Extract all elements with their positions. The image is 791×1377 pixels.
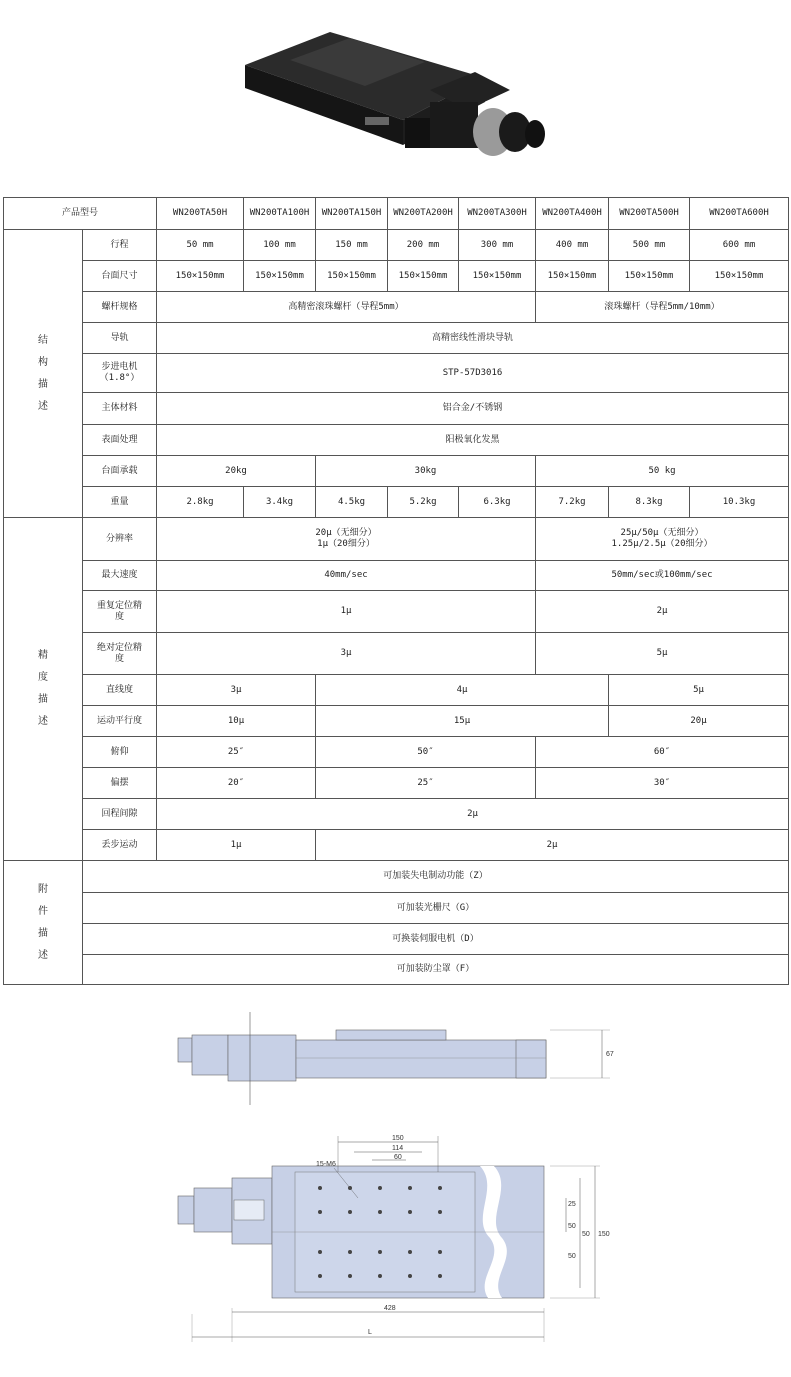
top-view-drawing xyxy=(170,1128,620,1358)
cell: 铝合金/不锈钢 xyxy=(157,393,789,425)
row-label: 回程间隙 xyxy=(83,799,157,830)
cell: 50″ xyxy=(316,737,536,768)
side-view-drawing xyxy=(170,1010,620,1110)
model-cell: WN200TA300H xyxy=(459,198,536,230)
model-cell: WN200TA600H xyxy=(690,198,789,230)
cell: 150×150mm xyxy=(244,261,316,292)
table-row xyxy=(4,198,789,230)
group-precision: 精 度 描 述 xyxy=(4,518,83,861)
cell: 40mm/sec xyxy=(157,561,536,591)
cell: 3μ xyxy=(157,675,316,706)
cell: STP-57D3016 xyxy=(157,354,789,393)
dim-150-side: 150 xyxy=(598,1231,610,1238)
row-label: 绝对定位精 度 xyxy=(83,633,157,675)
accessory-cell: 可加装失电制动功能（Z） xyxy=(83,861,789,893)
cell: 5.2kg xyxy=(388,487,459,518)
dim-50a: 50 xyxy=(582,1231,590,1238)
row-label: 主体材料 xyxy=(83,393,157,425)
table-row xyxy=(4,518,789,561)
row-label: 俯仰 xyxy=(83,737,157,768)
cell: 200 mm xyxy=(388,230,459,261)
row-label: 偏摆 xyxy=(83,768,157,799)
cell: 150×150mm xyxy=(690,261,789,292)
cell: 2μ xyxy=(536,591,789,633)
row-label: 螺杆规格 xyxy=(83,292,157,323)
cell: 滚珠螺杆（导程5mm/10mm） xyxy=(536,292,789,323)
product-photo xyxy=(235,20,555,170)
table-row xyxy=(4,955,789,985)
group-structure: 结 构 描 述 xyxy=(4,230,83,518)
dim-L: L xyxy=(368,1329,372,1336)
cell: 60″ xyxy=(536,737,789,768)
cell: 3μ xyxy=(157,633,536,675)
cell: 10.3kg xyxy=(690,487,789,518)
cell: 150×150mm xyxy=(316,261,388,292)
cell: 2μ xyxy=(157,799,789,830)
table-row xyxy=(4,737,789,768)
cell: 1μ xyxy=(157,591,536,633)
cell: 400 mm xyxy=(536,230,609,261)
row-label: 行程 xyxy=(83,230,157,261)
table-row xyxy=(4,675,789,706)
cell: 3.4kg xyxy=(244,487,316,518)
cell: 6.3kg xyxy=(459,487,536,518)
spec-table xyxy=(3,197,789,985)
cell: 50mm/sec或100mm/sec xyxy=(536,561,789,591)
model-cell: WN200TA500H xyxy=(609,198,690,230)
cell: 30kg xyxy=(316,456,536,487)
cell: 1μ xyxy=(157,830,316,861)
row-label: 分辨率 xyxy=(83,518,157,561)
table-row xyxy=(4,393,789,425)
dim-50c: 50 xyxy=(568,1253,576,1260)
cell: 20μ（无细分） 1μ（20细分） xyxy=(157,518,536,561)
row-label: 直线度 xyxy=(83,675,157,706)
row-label: 重量 xyxy=(83,487,157,518)
dim-428: 428 xyxy=(384,1305,396,1312)
model-cell: WN200TA50H xyxy=(157,198,244,230)
cell: 高精密滚珠螺杆（导程5mm） xyxy=(157,292,536,323)
row-label: 表面处理 xyxy=(83,425,157,456)
table-row xyxy=(4,261,789,292)
cell: 20kg xyxy=(157,456,316,487)
table-row xyxy=(4,924,789,955)
row-label: 导轨 xyxy=(83,323,157,354)
table-row xyxy=(4,456,789,487)
row-label: 运动平行度 xyxy=(83,706,157,737)
dim-60: 60 xyxy=(394,1154,402,1161)
table-row xyxy=(4,799,789,830)
cell: 50 mm xyxy=(157,230,244,261)
dim-25: 25 xyxy=(568,1201,576,1208)
row-label: 台面尺寸 xyxy=(83,261,157,292)
dim-114: 114 xyxy=(392,1145,404,1152)
cell: 500 mm xyxy=(609,230,690,261)
accessory-cell: 可换装伺服电机（D） xyxy=(83,924,789,955)
table-row xyxy=(4,561,789,591)
cell: 50 kg xyxy=(536,456,789,487)
table-row xyxy=(4,292,789,323)
accessory-cell: 可加装光栅尺（G） xyxy=(83,893,789,924)
cell: 150 mm xyxy=(316,230,388,261)
accessory-cell: 可加装防尘罩（F） xyxy=(83,955,789,985)
cell: 4μ xyxy=(316,675,609,706)
cell: 100 mm xyxy=(244,230,316,261)
cell: 25″ xyxy=(316,768,536,799)
table-row xyxy=(4,768,789,799)
table-row xyxy=(4,706,789,737)
cell: 15μ xyxy=(316,706,609,737)
cell: 150×150mm xyxy=(609,261,690,292)
table-row xyxy=(4,354,789,393)
table-row xyxy=(4,633,789,675)
height-dim-label: 67 xyxy=(606,1051,614,1058)
table-row xyxy=(4,893,789,924)
cell: 150×150mm xyxy=(157,261,244,292)
cell: 5μ xyxy=(609,675,789,706)
table-row xyxy=(4,230,789,261)
cell: 2μ xyxy=(316,830,789,861)
cell: 7.2kg xyxy=(536,487,609,518)
group-accessory: 附 件 描 述 xyxy=(4,861,83,985)
model-cell: WN200TA200H xyxy=(388,198,459,230)
cell: 25″ xyxy=(157,737,316,768)
table-row xyxy=(4,830,789,861)
cell: 4.5kg xyxy=(316,487,388,518)
table-row xyxy=(4,323,789,354)
cell: 高精密线性滑块导轨 xyxy=(157,323,789,354)
row-label: 步进电机 （1.8°） xyxy=(83,354,157,393)
row-label: 最大速度 xyxy=(83,561,157,591)
table-row xyxy=(4,425,789,456)
dim-50b: 50 xyxy=(568,1223,576,1230)
cell: 30″ xyxy=(536,768,789,799)
cell: 20″ xyxy=(157,768,316,799)
row-label: 台面承载 xyxy=(83,456,157,487)
cell: 150×150mm xyxy=(536,261,609,292)
dim-150-top: 150 xyxy=(392,1135,404,1142)
cell: 20μ xyxy=(609,706,789,737)
cell: 阳极氧化发黑 xyxy=(157,425,789,456)
model-cell: WN200TA150H xyxy=(316,198,388,230)
cell: 25μ/50μ（无细分） 1.25μ/2.5μ（20细分） xyxy=(536,518,789,561)
model-cell: WN200TA400H xyxy=(536,198,609,230)
holes-label: 15-M6 xyxy=(316,1161,336,1168)
cell: 5μ xyxy=(536,633,789,675)
cell: 2.8kg xyxy=(157,487,244,518)
table-row xyxy=(4,861,789,893)
row-label: 丢步运动 xyxy=(83,830,157,861)
row-label: 重复定位精 度 xyxy=(83,591,157,633)
cell: 150×150mm xyxy=(388,261,459,292)
cell: 600 mm xyxy=(690,230,789,261)
cell: 8.3kg xyxy=(609,487,690,518)
cell: 300 mm xyxy=(459,230,536,261)
model-cell: WN200TA100H xyxy=(244,198,316,230)
table-row xyxy=(4,591,789,633)
header-label: 产品型号 xyxy=(4,198,157,230)
table-row xyxy=(4,487,789,518)
cell: 10μ xyxy=(157,706,316,737)
cell: 150×150mm xyxy=(459,261,536,292)
